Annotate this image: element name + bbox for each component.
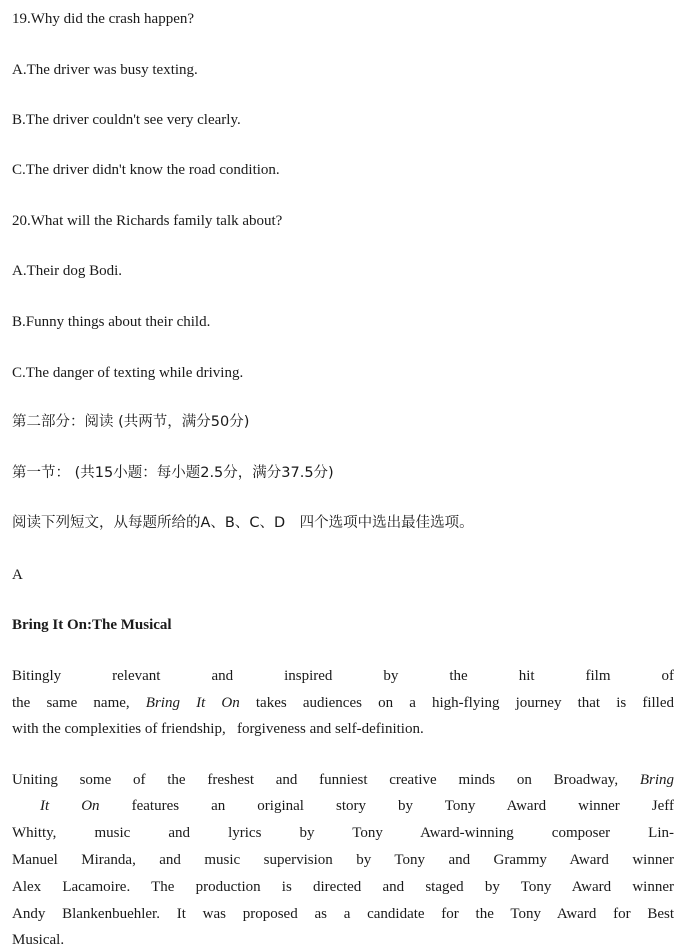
passage-title: Bring It On:The Musical: [12, 617, 172, 633]
paragraph-1-line-3: with the complexities of friendship, forgiveness and self-definition.: [12, 721, 424, 737]
question-19-stem: 19.Why did the crash happen?: [12, 11, 195, 27]
paragraph-2-line-4: Manuel Miranda, and music supervision by Tony and Grammy Award winner: [12, 852, 674, 868]
option-20-c: C.The danger of texting while driving.: [12, 365, 244, 381]
reading-instruction: 阅读下列短文，从每题所给的A、B、C、D 四个选项中选出最佳选项。: [12, 515, 474, 531]
paragraph-2-line-2: [40, 797, 674, 815]
italic-title: Bring: [639, 772, 675, 788]
italic-title: It On: [40, 798, 100, 814]
paragraph-2-line-3: Whitty, music and lyrics by Tony Award-winning composer Lin-: [12, 825, 674, 841]
paragraph-1-line-2: [12, 694, 674, 712]
paragraph-2-line-7: Musical.: [12, 932, 65, 948]
option-19-a: A.The driver was busy texting.: [12, 62, 198, 78]
question-20-stem: 20.What will the Richards family talk about?: [12, 213, 283, 229]
passage-label: A: [12, 567, 23, 583]
text-span: Uniting some of the freshest and funniest creative minds on Broadway,: [12, 772, 619, 788]
option-19-b: B.The driver couldn't see very clearly.: [12, 112, 241, 128]
section-one-heading: 第一节： (共15小题：每小题2.5分，满分37.5分): [12, 465, 334, 481]
paragraph-2-line-1: [12, 771, 674, 789]
option-19-c: C.The driver didn't know the road condition.: [12, 162, 280, 178]
paragraph-2-line-6: Andy Blankenbuehler. It was proposed as a candidate for the Tony Award for Best: [12, 906, 674, 922]
text-span: takes audiences on a high-flying journey that is filled: [255, 695, 675, 711]
text-span: features an original story by Tony Award winner Jeff: [131, 798, 675, 814]
italic-title: Bring It On: [145, 695, 240, 711]
text-span: the same name,: [12, 695, 130, 711]
option-20-b: B.Funny things about their child.: [12, 314, 211, 330]
option-20-a: A.Their dog Bodi.: [12, 263, 122, 279]
paragraph-2-line-5: Alex Lacamoire. The production is directed and staged by Tony Award winner: [12, 879, 674, 895]
part-two-heading: 第二部分：阅读 (共两节，满分50分): [12, 414, 250, 430]
paragraph-1-line-1: Bitingly relevant and inspired by the hit film of: [12, 668, 674, 684]
